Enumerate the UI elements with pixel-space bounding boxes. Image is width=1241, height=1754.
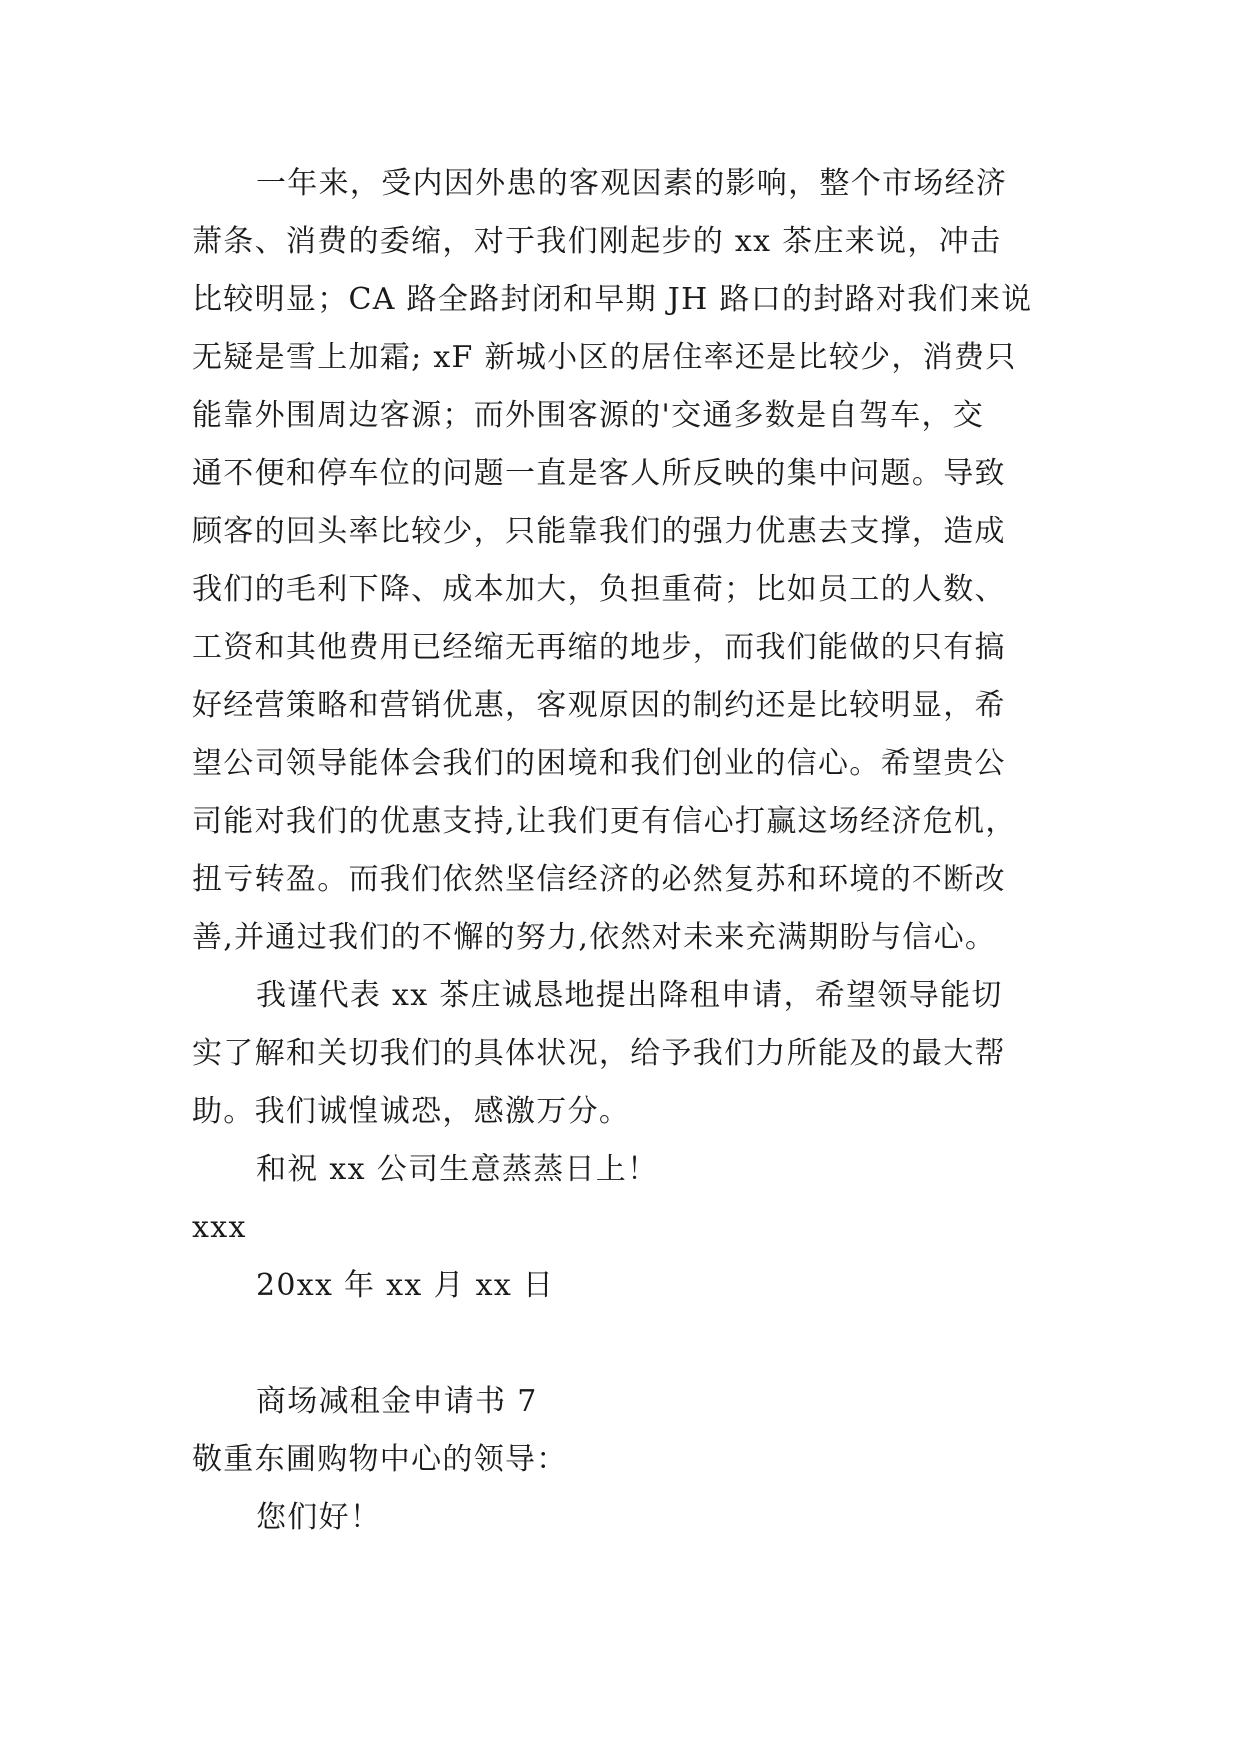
paragraph-1-line-4: 无疑是雪上加霜; xF 新城小区的居住率还是比较少，消费只 (192, 340, 1017, 375)
paragraph-1-line-9: 工资和其他费用已经缩无再缩的地步，而我们能做的只有搞 (192, 630, 1006, 665)
paragraph-1-line-1: 一年来，受内因外患的客观因素的影响，整个市场经济 (256, 166, 1008, 201)
paragraph-1-line-6: 通不便和停车位的问题一直是客人所反映的集中问题。导致 (192, 456, 1006, 491)
salutation: 敬重东圃购物中心的领导： (192, 1442, 568, 1477)
paragraph-2-line-1: 我谨代表 xx 茶庄诚恳地提出降租申请，希望领导能切 (256, 978, 1003, 1013)
signature: xxx (192, 1210, 247, 1245)
paragraph-1-line-12: 司能对我们的优惠支持,让我们更有信心打赢这场经济危机， (192, 804, 1017, 839)
paragraph-1-line-13: 扭亏转盈。而我们依然坚信经济的必然复苏和环境的不断改 (192, 862, 1006, 897)
section-title: 商场减租金申请书 7 (256, 1384, 538, 1419)
greeting: 您们好！ (256, 1500, 382, 1535)
date: 20xx 年 xx 月 xx 日 (256, 1268, 555, 1303)
paragraph-2-line-3: 助。我们诚惶诚恐，感激万分。 (192, 1094, 631, 1129)
paragraph-1-line-8: 我们的毛利下降、成本加大，负担重荷；比如员工的人数、 (192, 572, 1006, 607)
paragraph-2-line-2: 实了解和关切我们的具体状况，给予我们力所能及的最大帮 (192, 1036, 1006, 1071)
paragraph-1-line-14: 善,并通过我们的不懈的努力,依然对未来充满期盼与信心。 (192, 920, 997, 955)
paragraph-1-line-2: 萧条、消费的委缩，对于我们刚起步的 xx 茶庄来说，冲击 (192, 224, 1002, 259)
paragraph-1-line-3: 比较明显；CA 路全路封闭和早期 JH 路口的封路对我们来说 (192, 282, 1033, 317)
paragraph-1-line-10: 好经营策略和营销优惠，客观原因的制约还是比较明显，希 (192, 688, 1006, 723)
closing-wishes: 和祝 xx 公司生意蒸蒸日上！ (256, 1152, 659, 1187)
paragraph-1-line-5: 能靠外围周边客源；而外围客源的'交通多数是自驾车，交 (192, 398, 985, 433)
paragraph-1-line-7: 顾客的回头率比较少，只能靠我们的强力优惠去支撑，造成 (192, 514, 1006, 549)
paragraph-1-line-11: 望公司领导能体会我们的困境和我们创业的信心。希望贵公 (192, 746, 1006, 781)
